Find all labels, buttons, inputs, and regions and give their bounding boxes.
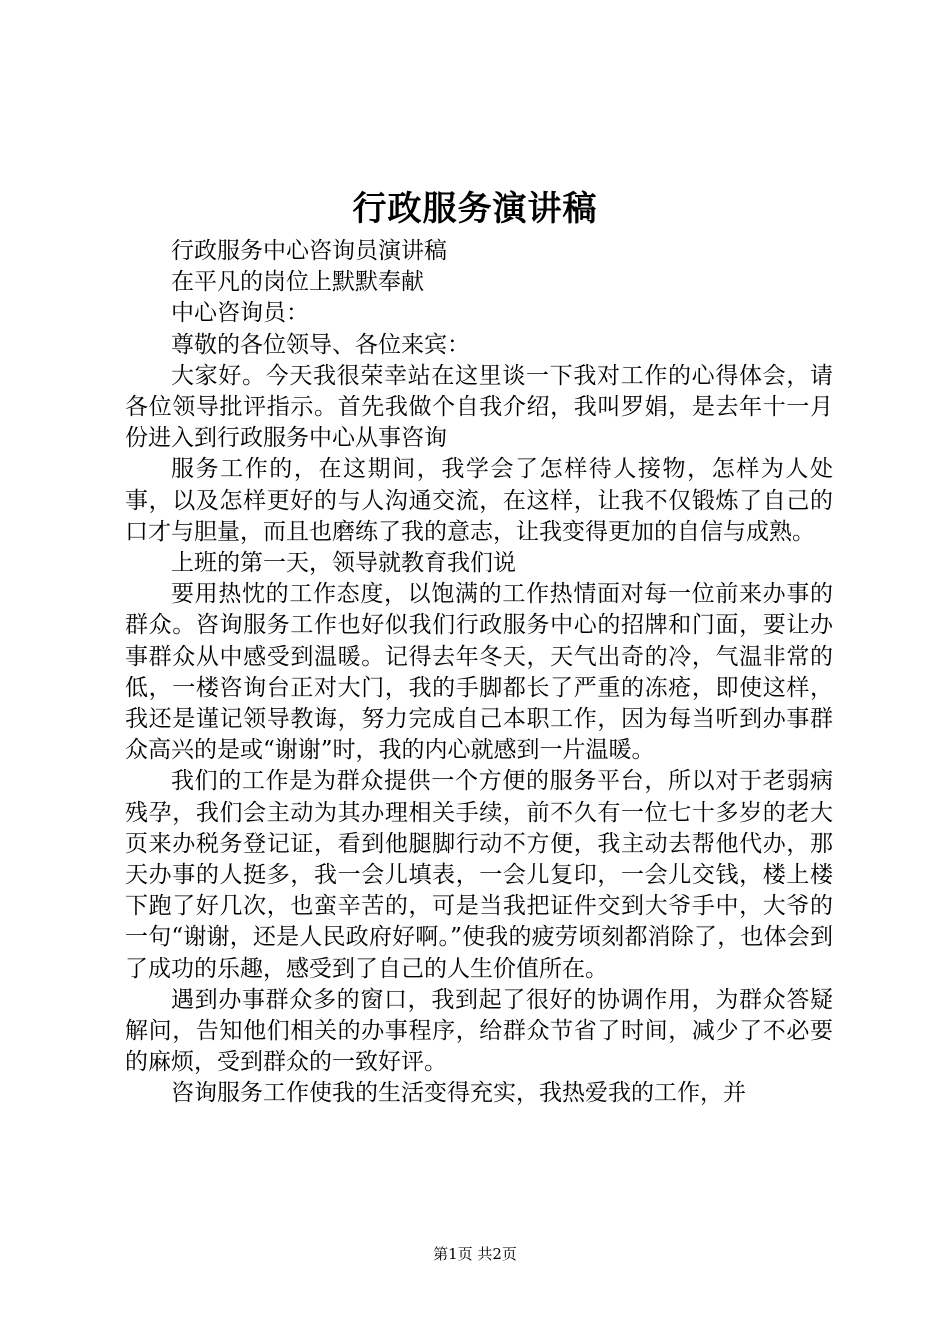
paragraph: 服务工作的，在这期间，我学会了怎样待人接物，怎样为人处事，以及怎样更好的与人沟通交流，在这样，让我不仅锻炼了自己的口才与胆量，而且也磨练了我的意志，让我变得更加的自信与成熟。 (125, 456, 833, 545)
page-number-footer: 第1页 共2页 (433, 1245, 517, 1263)
paragraph: 大家好。今天我很荣幸站在这里谈一下我对工作的心得体会，请各位领导批评指示。首先我做个自我介绍，我叫罗娟，是去年十一月份进入到行政服务中心从事咨询 (125, 362, 833, 452)
paragraph: 尊敬的各位领导、各位来宾： (171, 331, 470, 358)
paragraph: 在平凡的岗位上默默奉献 (171, 269, 424, 296)
document-body (125, 236, 833, 1110)
paragraph: 上班的第一天，领导就教育我们说 (171, 550, 516, 577)
paragraph: 行政服务中心咨询员演讲稿 (171, 238, 447, 264)
document-title: 行政服务演讲稿 (352, 189, 598, 229)
paragraph: 要用热忱的工作态度，以饱满的工作热情面对每一位前来办事的群众。咨询服务工作也好似我们行政服务中心的招牌和门面，要让办事群众从中感受到温暖。记得去年冬天，天气出奇的冷，气温非常的低，一楼咨询台正对大门，我的手脚都长了严重的冻疮，即使这样，我还是谨记领导教诲，努力完成自己本职工作，因为每当听到办事群众高兴的是或“谢谢”时，我的内心就感到一片温暖。 (125, 581, 833, 764)
paragraph: 遇到办事群众多的窗口，我到起了很好的协调作用，为群众答疑解问，告知他们相关的办事程序，给群众节省了时间，减少了不必要的麻烦，受到群众的一致好评。 (125, 986, 833, 1076)
paragraph: 中心咨询员： (171, 300, 309, 327)
paragraph: 咨询服务工作使我的生活变得充实，我热爱我的工作，并 (171, 1080, 746, 1107)
paragraph: 我们的工作是为群众提供一个方便的服务平台，所以对于老弱病残孕，我们会主动为其办理相关手续，前不久有一位七十多岁的老大页来办税务登记证，看到他腿脚行动不方便，我主动去帮他代办，那天办事的人挺多，我一会儿填表，一会儿复印，一会儿交钱，楼上楼下跑了好几次，也蛮辛苦的，可是当我把证件交到大爷手中，大爷的一句“谢谢，还是人民政府好啊。”使我的疲劳顷刻都消除了，也体会到了成功的乐趣，感受到了自己的人生价值所在。 (125, 768, 833, 982)
